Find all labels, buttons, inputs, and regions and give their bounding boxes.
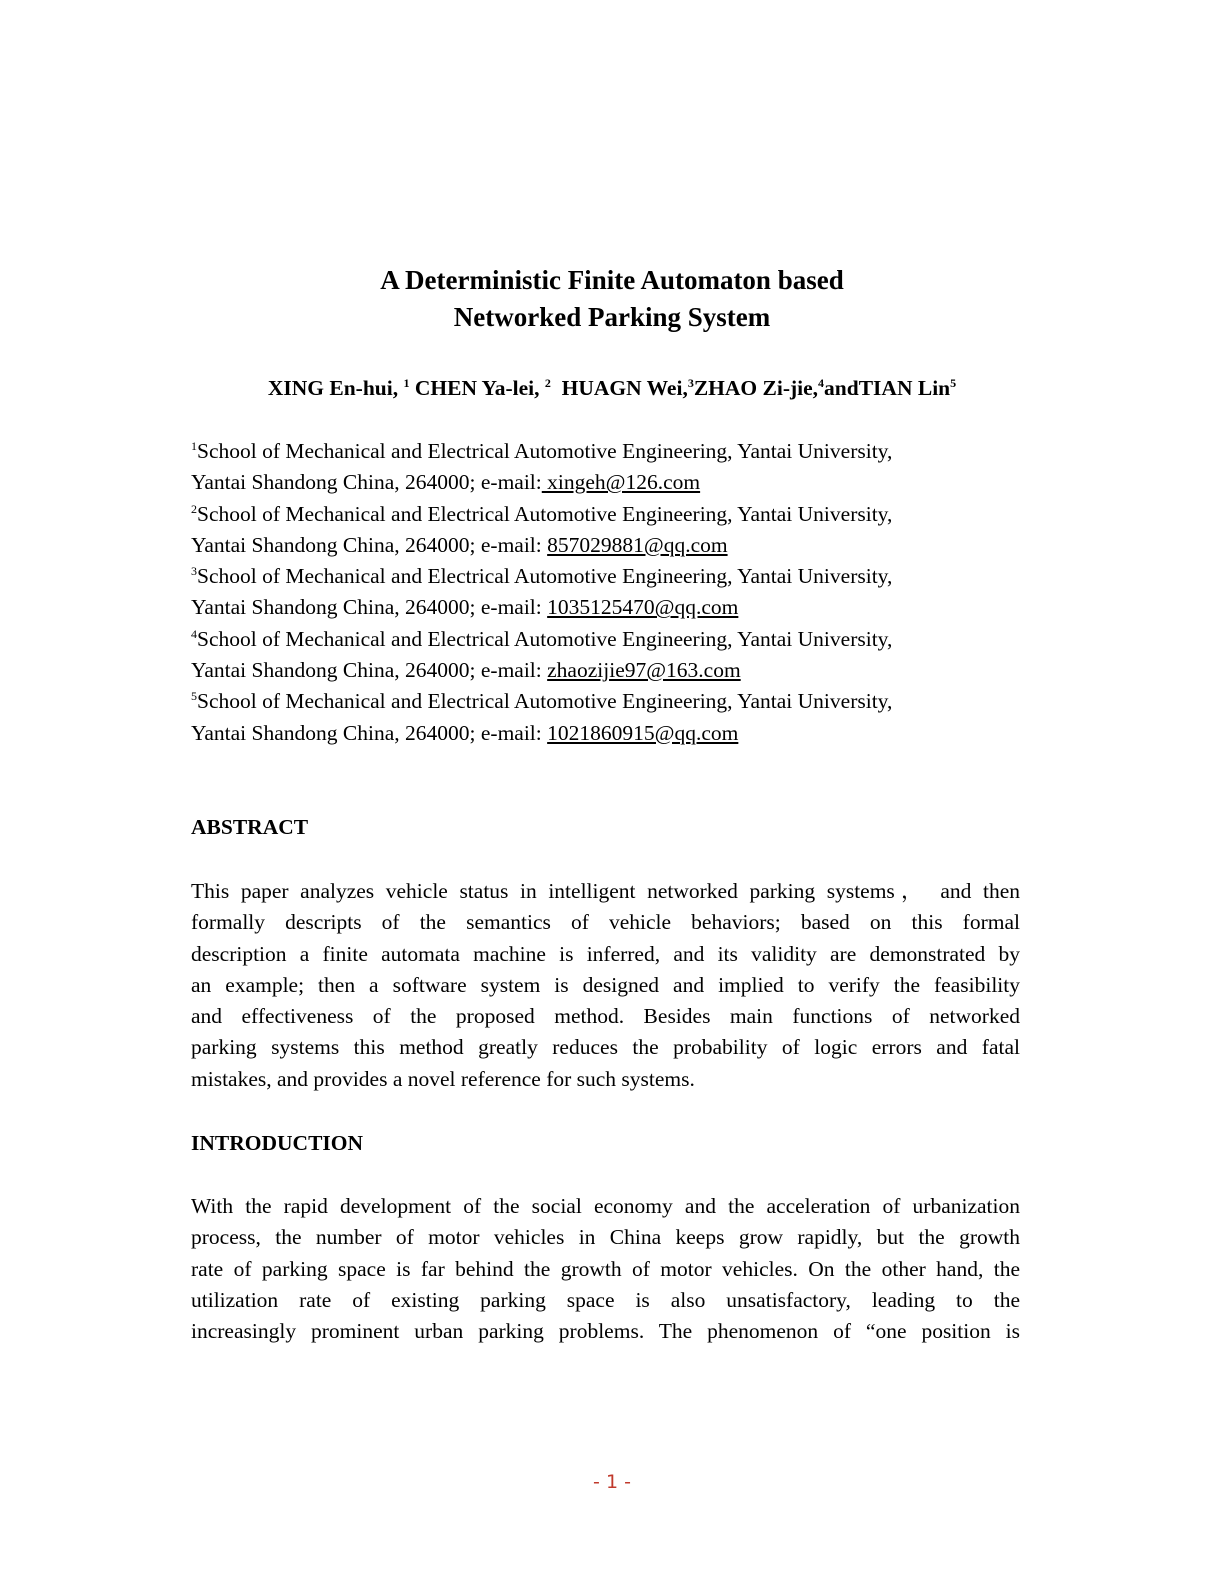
author-list [0,373,1224,403]
affiliation-text: School of Mechanical and Electrical Automotive Engineering, Yantai University, [197,501,893,526]
affiliation-address: Yantai Shandong China, 264000; e-mail: [191,720,548,745]
author-name: HUAGN Wei, [561,376,688,400]
affiliation-line [191,530,1021,561]
authors-and: and [824,376,859,400]
author-sup: 5 [950,376,957,390]
introduction-line: process, the number of motor vehicles in China keeps grow rapidly, but the growth [191,1225,1020,1250]
affiliation-text: School of Mechanical and Electrical Automotive Engineering, Yantai University, [197,564,893,589]
abstract-line: formally descripts of the semantics of vehicle behaviors; based on this formal [191,910,1020,935]
affiliation-text: School of Mechanical and Electrical Automotive Engineering, Yantai University, [197,439,893,463]
email-link[interactable]: 1035125470@qq.com [547,595,739,620]
email-link[interactable]: xingeh@126.com [541,470,701,495]
introduction-line: utilization rate of existing parking space is also unsatisfactory, leading to the [191,1287,1020,1312]
affiliation-address: Yantai Shandong China, 264000; e-mail: [191,470,542,495]
introduction-heading: INTRODUCTION [191,1131,364,1155]
abstract-line: and effectiveness of the proposed method. Besides main functions of networked [191,1004,1020,1029]
affiliation-address: Yantai Shandong China, 264000; e-mail: [191,595,548,620]
affiliation-sup: 1 [191,439,197,453]
author-sup: 1 [403,376,410,390]
introduction-body [191,1191,1020,1347]
affiliation-line [191,592,1021,623]
author-sup: 4 [818,376,825,390]
affiliation-line [191,718,1021,749]
affiliation-sup: 5 [191,689,197,704]
author-name: ZHAO Zi-jie, [693,376,819,400]
abstract-line: This paper analyzes vehicle status in intelligent networked parking systems， and then [191,879,1020,903]
email-link[interactable]: 857029881@qq.com [547,532,728,557]
introduction-line: With the rapid development of the social economy and the acceleration of urbanization [191,1194,1020,1218]
affiliation-text: School of Mechanical and Electrical Automotive Engineering, Yantai University, [197,626,893,651]
email-link[interactable]: zhaozijie97@163.com [547,658,741,683]
affiliation-sup: 4 [191,626,197,641]
abstract-line: description a finite automata machine is inferred, and its validity are demonstrated by [191,941,1020,966]
email-link[interactable]: 1021860915@qq.com [547,720,739,745]
affiliation-line [191,436,1021,467]
affiliation-sup: 2 [191,501,197,516]
abstract-body [191,876,1020,1095]
affiliation-line [191,686,1021,717]
affiliation-line [191,655,1021,686]
introduction-line: rate of parking space is far behind the growth of motor vehicles. On the other hand, the [191,1256,1020,1281]
title-line-1: A Deterministic Finite Automaton based [380,265,844,295]
abstract-line: an example; then a software system is designed and implied to verify the feasibility [191,972,1020,997]
title-line-2: Networked Parking System [453,302,771,332]
affiliation-address: Yantai Shandong China, 264000; e-mail: [191,532,548,557]
affiliation-list [191,436,1021,749]
affiliation-address: Yantai Shandong China, 264000; e-mail: [191,658,548,683]
affiliation-line [191,499,1021,530]
abstract-line: mistakes, and provides a novel reference for such systems. [191,1066,695,1091]
introduction-line: increasingly prominent urban parking problems. The phenomenon of “one position is [191,1319,1020,1344]
author-name: TIAN Lin [858,376,951,400]
page-number: - 1 - [593,1471,631,1493]
affiliation-line [191,467,1021,498]
affiliation-text: School of Mechanical and Electrical Automotive Engineering, Yantai University, [197,689,893,714]
author-sup: 2 [544,376,551,390]
paper-title [0,262,1224,336]
abstract-heading: ABSTRACT [191,815,309,839]
affiliation-sup: 3 [191,564,197,579]
affiliation-line [191,624,1021,655]
author-name: CHEN Ya-lei, [414,376,540,400]
affiliation-line [191,561,1021,592]
author-name: XING En-hui, [267,376,399,400]
abstract-line: parking systems this method greatly reduces the probability of logic errors and fatal [191,1035,1020,1060]
author-sup: 3 [687,376,694,390]
